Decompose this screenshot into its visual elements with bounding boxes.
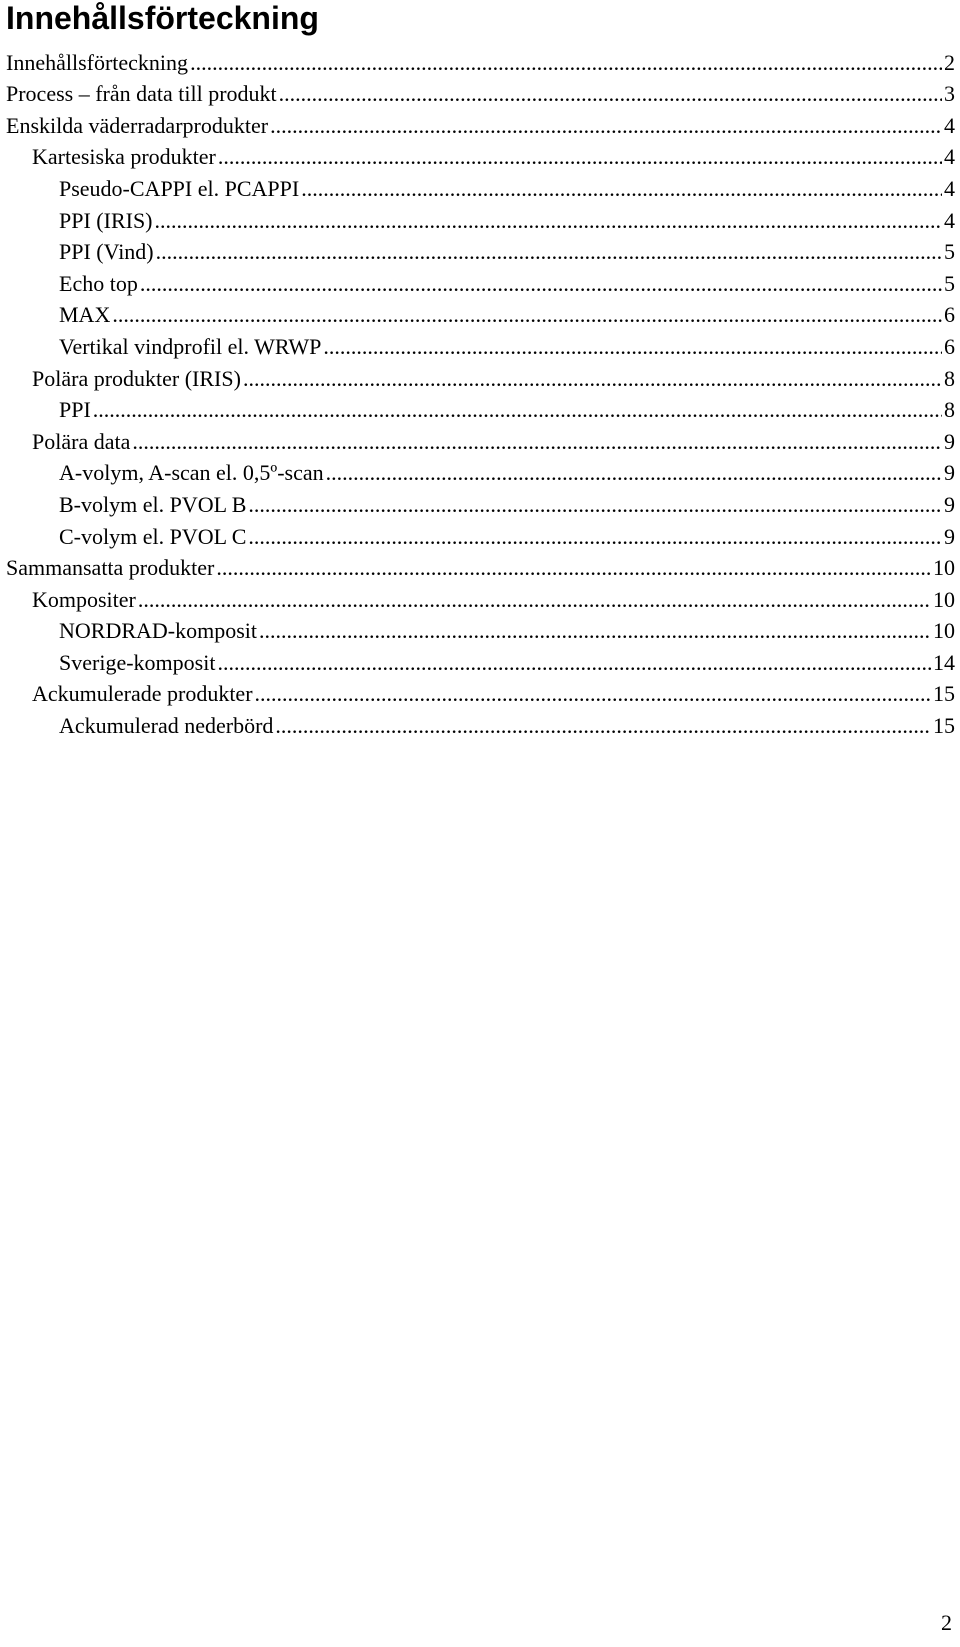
toc-entry-title: B-volym el. PVOL B [59,491,247,517]
toc-dot-leader [270,113,942,139]
toc-entry-page: 10 [933,586,955,612]
toc-entry-page: 4 [944,112,955,138]
toc-entry-title: Kartesiska produkter [32,144,216,170]
toc-entry[interactable] [0,581,960,613]
toc-dot-leader [156,239,942,265]
toc-dot-leader [217,650,931,676]
toc-dot-leader [243,366,942,392]
page-number: 2 [941,1610,952,1635]
toc-dot-leader [112,302,942,328]
toc-entry[interactable] [0,613,960,645]
toc-dot-leader [259,618,931,644]
toc-entry[interactable] [0,297,960,329]
toc-entry[interactable] [0,392,960,424]
toc-entry-page: 10 [933,618,955,644]
toc-entry-page: 9 [944,428,955,454]
toc-entry-page: 8 [944,365,955,391]
toc-dot-leader [140,271,942,297]
toc-entry[interactable] [0,328,960,360]
toc-entry-title: Enskilda väderradarprodukter [6,112,269,138]
toc-entry-title: Polära data [32,428,131,454]
toc-entry-page: 3 [944,81,955,107]
toc-dot-leader [323,334,942,360]
toc-entry-title: Ackumulerade produkter [32,681,253,707]
toc-entry-page: 9 [944,460,955,486]
toc-dot-leader [279,81,942,107]
toc-entry-page: 14 [933,649,955,675]
toc-entry-page: 4 [944,175,955,201]
toc-entry-page: 4 [944,144,955,170]
toc-dot-leader [138,587,931,613]
toc-entry[interactable] [0,265,960,297]
toc-entry-page: 6 [944,333,955,359]
toc-entry-page: 2 [944,49,955,75]
toc-entry-page: 6 [944,302,955,328]
toc-entry[interactable] [0,44,960,76]
toc-entry[interactable] [0,107,960,139]
toc-entry-title: Ackumulerad nederbörd [59,713,274,739]
toc-entry-title: Polära produkter (IRIS) [32,365,241,391]
toc-entry[interactable] [0,360,960,392]
toc-entry-title: Kompositer [32,586,136,612]
toc-entry-title: Innehållsförteckning [6,49,189,75]
toc-entry-title: Sammansatta produkter [6,555,215,581]
toc-entry-title: PPI [59,397,91,423]
toc-entry-title: Vertikal vindprofil el. WRWP [59,333,322,359]
toc-dot-leader [132,429,942,455]
toc-entry-page: 10 [933,555,955,581]
toc-entry-title: PPI (Vind) [59,239,154,265]
toc-entry-page: 8 [944,397,955,423]
toc-entry-title: A-volym, A-scan el. 0,5º-scan [59,460,324,486]
toc-entry-page: 15 [933,681,955,707]
toc-dot-leader [93,397,942,423]
toc-dot-leader [248,524,942,550]
toc-entry[interactable] [0,139,960,171]
toc-dot-leader [248,492,942,518]
toc-entry-page: 15 [933,713,955,739]
toc-entry-page: 4 [944,207,955,233]
toc-entry[interactable] [0,170,960,202]
toc-dot-leader [326,460,942,486]
toc-entry-title: C-volym el. PVOL C [59,523,247,549]
toc-dot-leader [216,555,931,581]
toc-dot-leader [255,681,931,707]
toc-entry[interactable] [0,234,960,266]
toc-entry[interactable] [0,707,960,739]
toc-dot-leader [218,144,942,170]
toc-entry[interactable] [0,486,960,518]
toc-entry-page: 5 [944,270,955,296]
toc-entry-title: PPI (IRIS) [59,207,153,233]
toc-entry[interactable] [0,644,960,676]
toc-dot-leader [155,208,942,234]
toc-dot-leader [301,176,942,202]
toc-entry[interactable] [0,76,960,108]
toc-entry-page: 9 [944,491,955,517]
toc-dot-leader [190,50,942,76]
toc-entry[interactable] [0,518,960,550]
toc-entry-page: 5 [944,239,955,265]
toc-entry-title: Echo top [59,270,138,296]
toc-list [0,44,960,739]
toc-entry-title: Pseudo-CAPPI el. PCAPPI [59,175,300,201]
toc-entry-title: NORDRAD-komposit [59,618,258,644]
toc-dot-leader [275,713,931,739]
toc-entry[interactable] [0,550,960,582]
toc-entry-title: Sverige-komposit [59,649,216,675]
toc-entry[interactable] [0,202,960,234]
toc-entry[interactable] [0,455,960,487]
toc-entry[interactable] [0,676,960,708]
toc-entry-title: Process – från data till produkt [6,81,277,107]
toc-entry[interactable] [0,423,960,455]
toc-entry-page: 9 [944,523,955,549]
toc-heading: Innehållsförteckning [6,0,319,36]
toc-entry-title: MAX [59,302,111,328]
